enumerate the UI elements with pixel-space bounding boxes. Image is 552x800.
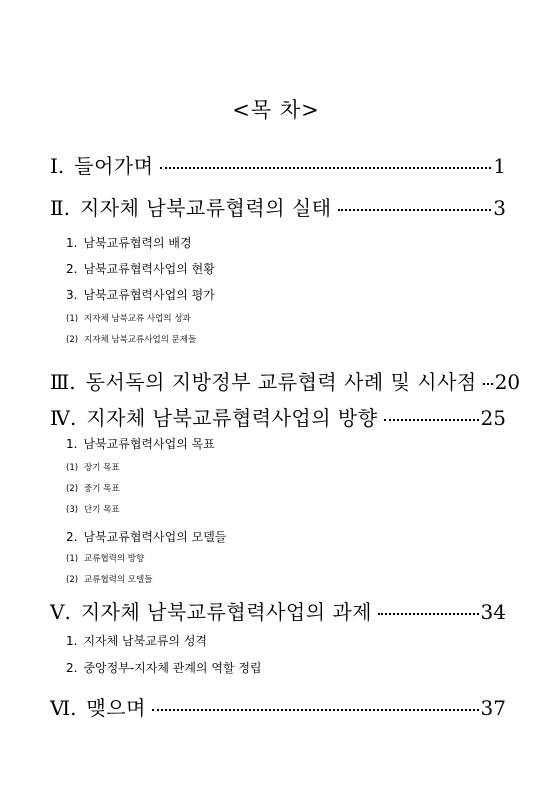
page-number: 3 [493, 196, 506, 220]
section-title: 중앙정부-지자체 관계의 역할 정립 [83, 661, 262, 675]
page-number: 37 [480, 696, 506, 720]
item-title: 장기 목표 [84, 463, 120, 473]
toc-section [66, 260, 215, 277]
chapter-title: 맺으며 [86, 696, 146, 720]
dot-leader [160, 167, 492, 169]
section-title: 남북교류협력사업의 목표 [83, 437, 215, 451]
toc-chapter-6 [50, 692, 506, 721]
toc-section [66, 632, 207, 649]
section-title: 남북교류협력사업의 모델들 [83, 530, 227, 544]
item-title: 지자체 남북교류사업의 문제들 [84, 335, 197, 345]
section-number: 1. [66, 437, 78, 451]
item-title: 교류협력의 모델들 [84, 575, 153, 585]
item-title: 중기 목표 [84, 484, 120, 494]
toc-section [66, 659, 262, 676]
item-number: (2) [66, 484, 79, 494]
toc-chapter-2 [50, 192, 506, 221]
toc-chapter-3 [50, 366, 521, 395]
toc-section [66, 234, 192, 251]
toc-section [66, 435, 215, 452]
dot-leader [483, 383, 493, 385]
chapter-number: Ⅱ. [50, 196, 70, 220]
chapter-title: 지자체 남북교류협력사업의 방향 [86, 406, 378, 430]
item-number: (2) [66, 335, 79, 345]
item-number: (2) [66, 575, 79, 585]
toc-chapter-5 [50, 596, 506, 625]
item-title: 교류협력의 방향 [84, 554, 145, 564]
section-number: 1. [66, 236, 78, 250]
item-number: (3) [66, 505, 79, 515]
section-number: 2. [66, 530, 78, 544]
section-number: 3. [66, 288, 78, 302]
chapter-number: Ⅲ. [50, 370, 76, 394]
chapter-title: 동서독의 지방정부 교류협력 사례 및 시사점 [85, 370, 477, 394]
chapter-number: Ⅵ. [50, 696, 77, 720]
toc-item [66, 552, 144, 564]
dot-leader [338, 209, 492, 211]
section-title: 남북교류협력의 배경 [83, 236, 192, 250]
page-number: 25 [480, 406, 506, 430]
dot-leader [384, 419, 479, 421]
dot-leader [152, 709, 479, 711]
section-number: 2. [66, 661, 78, 675]
chapter-title: 들어가며 [74, 154, 154, 178]
chapter-number: Ⅳ. [50, 406, 77, 430]
toc-chapter-1 [50, 150, 506, 179]
section-title: 남북교류협력사업의 평가 [83, 288, 215, 302]
chapter-number: Ⅴ. [50, 600, 71, 624]
toc-chapter-4 [50, 402, 506, 431]
page-number: 20 [494, 370, 521, 394]
item-number: (1) [66, 554, 79, 564]
item-title: 지자체 남북교류 사업의 성과 [84, 314, 191, 324]
toc-item [66, 312, 191, 324]
page-number: 1 [493, 154, 506, 178]
section-number: 2. [66, 262, 78, 276]
toc-item [66, 333, 196, 345]
chapter-title: 지자체 남북교류협력의 실태 [79, 196, 332, 220]
toc-item [66, 573, 152, 585]
section-title: 남북교류협력사업의 현황 [83, 262, 215, 276]
toc-title: <목 차> [232, 98, 320, 122]
toc-section [66, 528, 226, 545]
chapter-title: 지자체 남북교류협력사업의 과제 [80, 600, 373, 624]
page-number: 34 [480, 600, 506, 624]
toc-item [66, 482, 120, 494]
item-title: 단기 목표 [84, 505, 120, 515]
dot-leader [378, 613, 479, 615]
item-number: (1) [66, 314, 79, 324]
section-title: 지자체 남북교류의 성격 [83, 634, 208, 648]
toc-item [66, 503, 120, 515]
toc-item [66, 461, 120, 473]
chapter-number: Ⅰ. [50, 154, 65, 178]
toc-section [66, 286, 215, 303]
item-number: (1) [66, 463, 79, 473]
section-number: 1. [66, 634, 78, 648]
